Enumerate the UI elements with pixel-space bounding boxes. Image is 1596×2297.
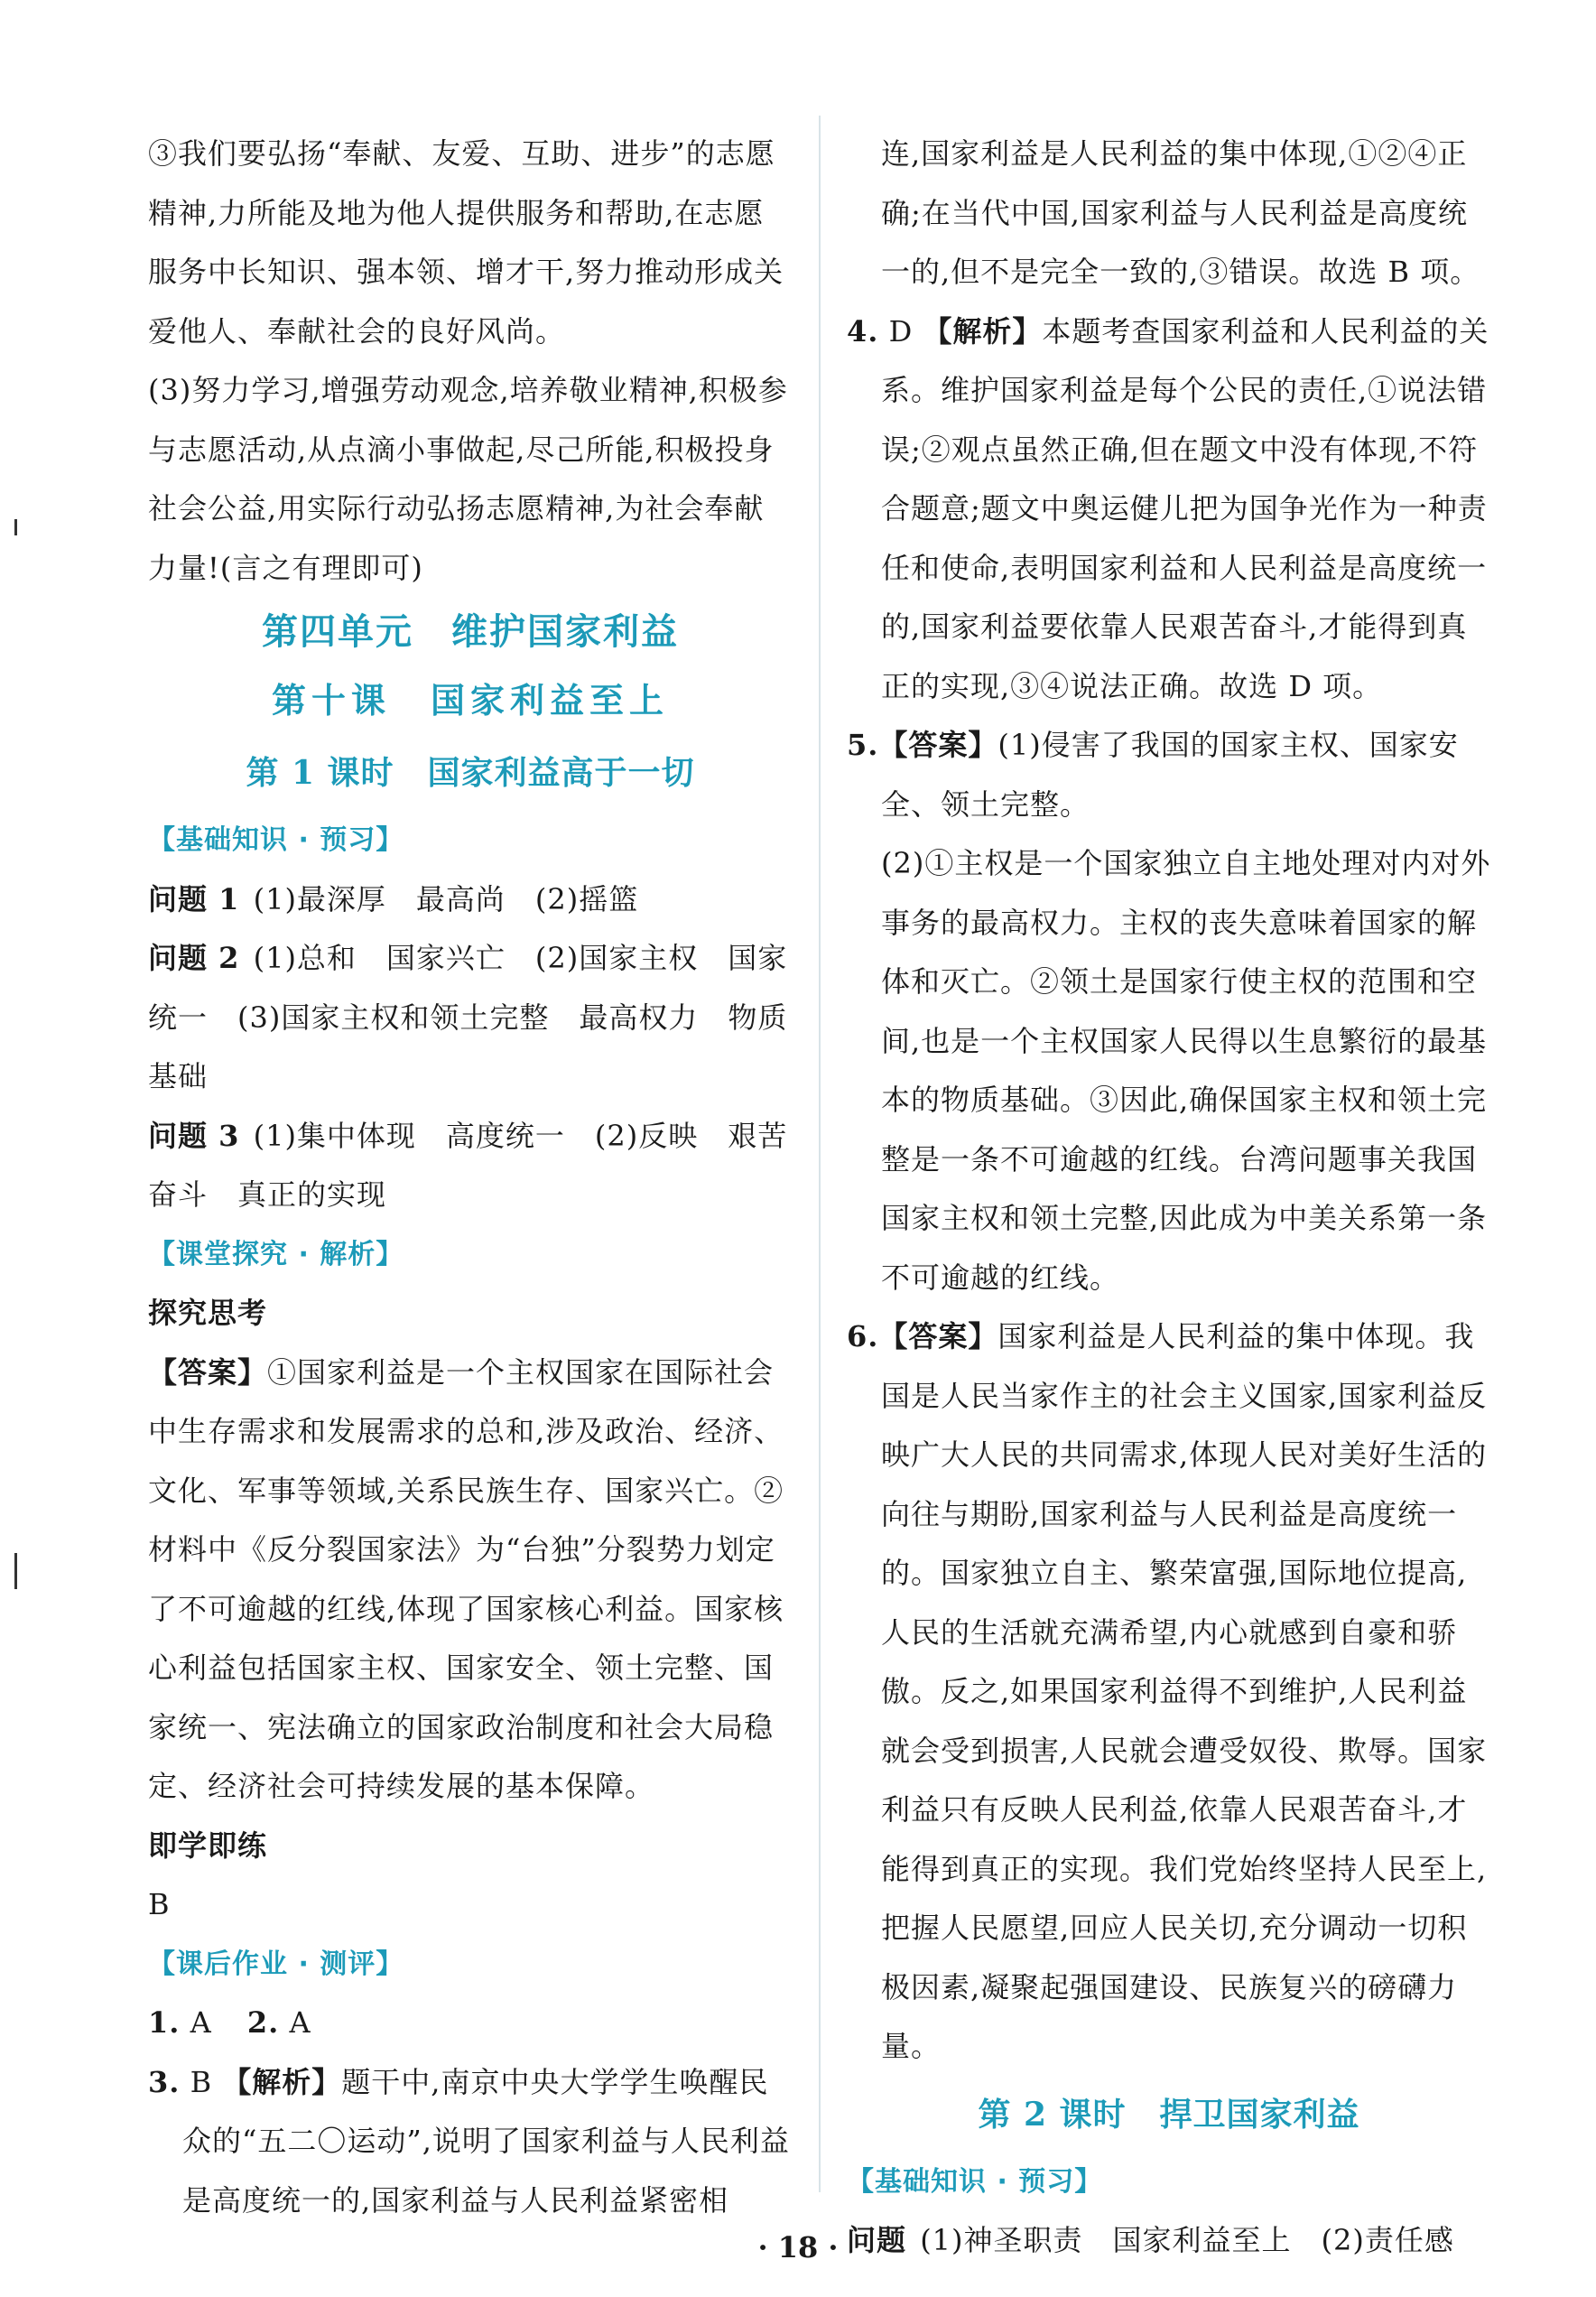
intro-paragraph-1: ③我们要弘扬“奉献、友爱、互助、进步”的志愿精神,力所能及地为他人提供服务和帮助,在志愿服务中长知识、强本领、增才干,努力推动形成关爱他人、奉献社会的良好风尚。	[148, 136, 784, 349]
lesson-title: 第十课 国家利益至上	[271, 680, 669, 721]
section-basic-knowledge: 【基础知识 · 预习】	[847, 2165, 1103, 2198]
analysis-text: 题干中,南京中央大学学生唤醒民众的“五二〇运动”,说明了国家利益与人民利益是高度统一的,国家利益与人民利益紧密相	[182, 2064, 790, 2218]
homework-item-3	[148, 2053, 793, 2231]
explore-answer-text: ①国家利益是一个主权国家在国际社会中生存需求和发展需求的总和,涉及政治、经济、文化、军事等领域,关系民族生存、国家兴亡。②材料中《反分裂国家法》为“台独”分裂势力划定了不可逾越的红线,体现了国家核心利益。国家核心利益包括国家主权、国家安全、领土完整、国家统一、宪法确立的国家政治制度和社会大局稳定、经济社会可持续发展的基本保障。	[148, 1354, 784, 1803]
analysis-label: 【解析】	[923, 313, 1043, 349]
item-answer: A	[289, 2005, 311, 2040]
item-number: 4.	[847, 313, 879, 349]
homework-item-6	[847, 1307, 1491, 2077]
practice-heading: 即学即练	[148, 1827, 268, 1863]
answer-label: 【答案】	[878, 728, 998, 762]
section-basic-knowledge: 【基础知识 · 预习】	[148, 824, 404, 856]
section-homework: 【课后作业 · 测评】	[148, 1948, 404, 1980]
homework-item-5	[847, 716, 1491, 834]
intro-paragraph-2: (3)努力学习,增强劳动观念,培养敬业精神,积极参与志愿活动,从点滴小事做起,尽己所能,积极投身社会公益,用实际行动弘扬志愿精神,为社会奉献力量!(言之有理即可)	[148, 373, 788, 585]
item-answer: A	[190, 2005, 212, 2040]
item-answer: B	[190, 2064, 213, 2099]
question-label: 问题 1	[148, 881, 240, 916]
left-column	[148, 125, 793, 2230]
answer-text: 国家利益是人民利益的集中体现。我国是人民当家作主的社会主义国家,国家利益反映广大人民的共同需求,体现人民对美好生活的向往与期盼,国家利益与人民利益是高度统一的。国家独立自主、繁荣富强,国际地位提高,人民的生活就充满希望,内心就感到自豪和骄傲。反之,如果国家利益得不到维护,人民利益就会受到损害,人民就会遭受奴役、欺辱。国家利益只有反映人民利益,依靠人民艰苦奋斗,才能得到真正的实现。我们党始终坚持人民至上,把握人民愿望,回应人民关切,充分调动一切积极因素,凝聚起强国建设、民族复兴的磅礴力量。	[881, 1319, 1488, 2063]
question-1	[148, 870, 793, 930]
question-answer: (1)总和 国家兴亡 (2)国家主权 国家统一 (3)国家主权和领土完整 最高权力 物质基础	[148, 941, 788, 1093]
binding-mark	[14, 1553, 17, 1589]
item-number: 5.	[847, 728, 879, 762]
column-divider	[819, 116, 821, 2192]
homework-item-4	[847, 302, 1491, 717]
question-label: 问题 3	[148, 1118, 240, 1153]
analysis-label: 【解析】	[222, 2064, 342, 2099]
item-number: 2.	[246, 2005, 280, 2040]
answer-label: 【答案】	[878, 1319, 998, 1353]
homework-item-5-part-2: (2)①主权是一个国家独立自主地处理对内对外事务的最高权力。主权的丧失意味着国家的解体和灭亡。②领土是国家行使主权的范围和空间,也是一个主权国家人民得以生息繁衍的最基本的物质基础。③因此,确保国家主权和领土完整是一条不可逾越的红线。台湾问题事关我国国家主权和领土完整,因此成为中美关系第一条不可逾越的红线。	[881, 846, 1491, 1295]
practice-answer: B	[148, 1887, 171, 1921]
question-label: 问题 2	[148, 941, 240, 975]
explore-answer	[148, 1344, 793, 1817]
question-3	[148, 1107, 793, 1225]
period-title: 第 1 课时 国家利益高于一切	[246, 754, 695, 792]
explore-heading: 探究思考	[148, 1296, 268, 1330]
item-number: 3.	[148, 2064, 181, 2099]
item-number: 6.	[847, 1319, 879, 1353]
right-column	[847, 125, 1491, 2271]
question-answer: (1)集中体现 高度统一 (2)反映 艰苦奋斗 真正的实现	[148, 1118, 788, 1212]
period-2-title: 第 2 课时 捍卫国家利益	[978, 2095, 1360, 2134]
analysis-text: 本题考查国家利益和人民利益的关系。维护国家利益是每个公民的责任,①说法错误;②观点虽然正确,但在题文中没有体现,不符合题意;题文中奥运健儿把为国争光作为一种责任和使命,表明国家利益和人民利益是高度统一的,国家利益要依靠人民艰苦奋斗,才能得到真正的实现,③④说法正确。故选 D 项。	[881, 313, 1489, 703]
item-number: 1.	[148, 2005, 181, 2040]
page-number: · 18 ·	[757, 2230, 839, 2264]
item-answer: D	[888, 313, 914, 349]
answer-text: (1)侵害了我国的国家主权、国家安全、领土完整。	[881, 728, 1459, 822]
question-answer: (1)神圣职责 国家利益至上 (2)责任感	[920, 2223, 1454, 2257]
binding-mark	[14, 519, 17, 535]
homework-answers-1-2	[148, 1994, 793, 2053]
section-classroom-inquiry: 【课堂探究 · 解析】	[148, 1238, 404, 1270]
question-2	[148, 929, 793, 1107]
homework-item-3-continued: 连,国家利益是人民利益的集中体现,①②④正确;在当代中国,国家利益与人民利益是高度统一的,但不是完全一致的,③错误。故选 B 项。	[881, 136, 1480, 289]
question-label: 问题	[847, 2223, 907, 2257]
unit-title: 第四单元 维护国家利益	[262, 611, 679, 653]
question-answer: (1)最深厚 最高尚 (2)摇篮	[253, 881, 639, 916]
answer-label: 【答案】	[148, 1354, 268, 1390]
